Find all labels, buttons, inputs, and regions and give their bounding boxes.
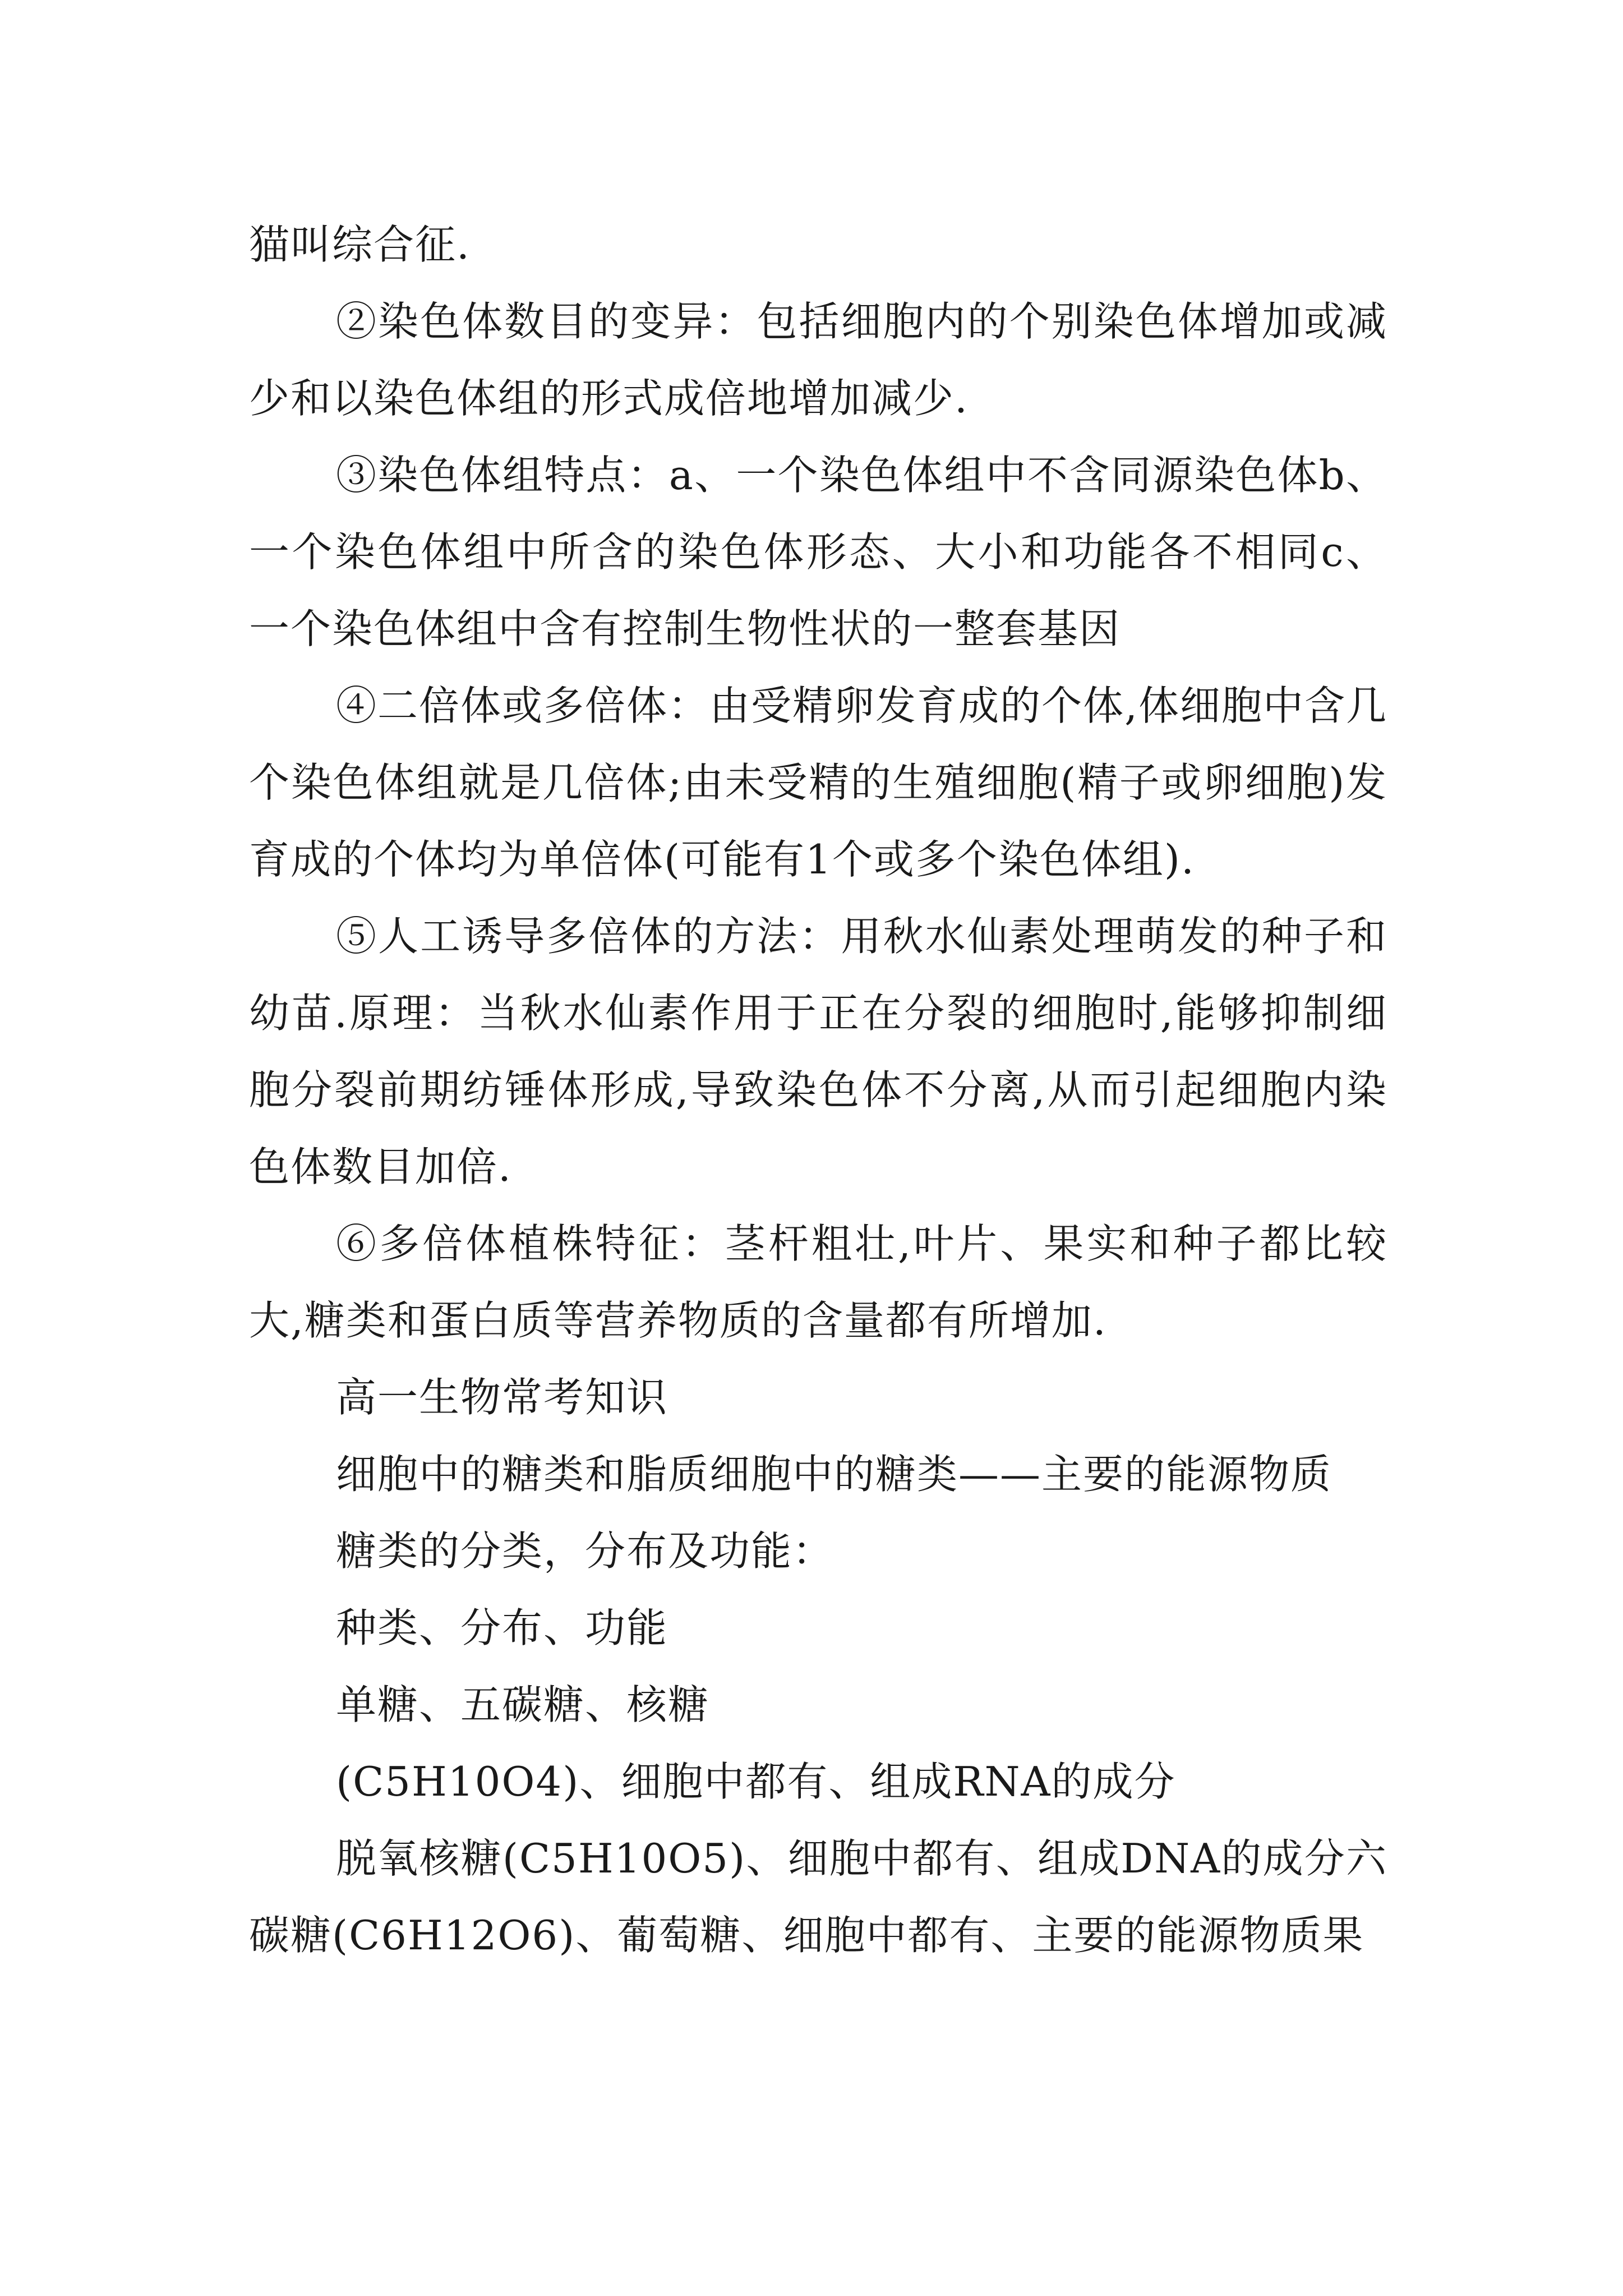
paragraph-diploid-polyploid: ④二倍体或多倍体：由受精卵发育成的个体,体细胞中含几个染色体组就是几倍体;由未受精的生殖细胞(精子或卵细胞)发育成的个体均为单倍体(可能有1个或多个染色体组). xyxy=(249,682,1387,883)
paragraph-monosaccharide: 单糖、五碳糖、核糖 xyxy=(336,1681,710,1728)
paragraph-chromosome-set-features: ③染色体组特点：a、一个染色体组中不含同源染色体b、一个染色体组中所含的染色体形态、大小和功能各不相同c、一个染色体组中含有控制生物性状的一整套基因 xyxy=(249,452,1387,652)
document-body xyxy=(249,206,1387,1974)
paragraph-ribose: (C5H10O4)、细胞中都有、组成RNA的成分 xyxy=(336,1758,1176,1805)
paragraph-chromosome-number-variation: ②染色体数目的变异：包括细胞内的个别染色体增加或减少和以染色体组的形式成倍地增加减少. xyxy=(249,298,1387,422)
paragraph-polyploid-traits: ⑥多倍体植株特征：茎杆粗壮,叶片、果实和种子都比较大,糖类和蛋白质等营养物质的含量都有所增加. xyxy=(249,1220,1387,1344)
section-heading: 高一生物常考知识 xyxy=(336,1374,668,1421)
paragraph-cri-du-chat: 猫叫综合征. xyxy=(249,221,471,268)
paragraph-deoxyribose: 脱氧核糖(C5H10O5)、细胞中都有、组成DNA的成分六碳糖(C6H12O6)、葡萄糖、细胞中都有、主要的能源物质果 xyxy=(249,1835,1387,1959)
paragraph-sugars-intro: 细胞中的糖类和脂质细胞中的糖类——主要的能源物质 xyxy=(336,1451,1332,1498)
paragraph-sugar-classification: 糖类的分类，分布及功能： xyxy=(336,1527,834,1575)
paragraph-table-header: 种类、分布、功能 xyxy=(336,1604,668,1651)
paragraph-induced-polyploidy: ⑤人工诱导多倍体的方法：用秋水仙素处理萌发的种子和幼苗.原理：当秋水仙素作用于正在分裂的细胞时,能够抑制细胞分裂前期纺锤体形成,导致染色体不分离,从而引起细胞内染色体数目加倍. xyxy=(249,913,1387,1190)
